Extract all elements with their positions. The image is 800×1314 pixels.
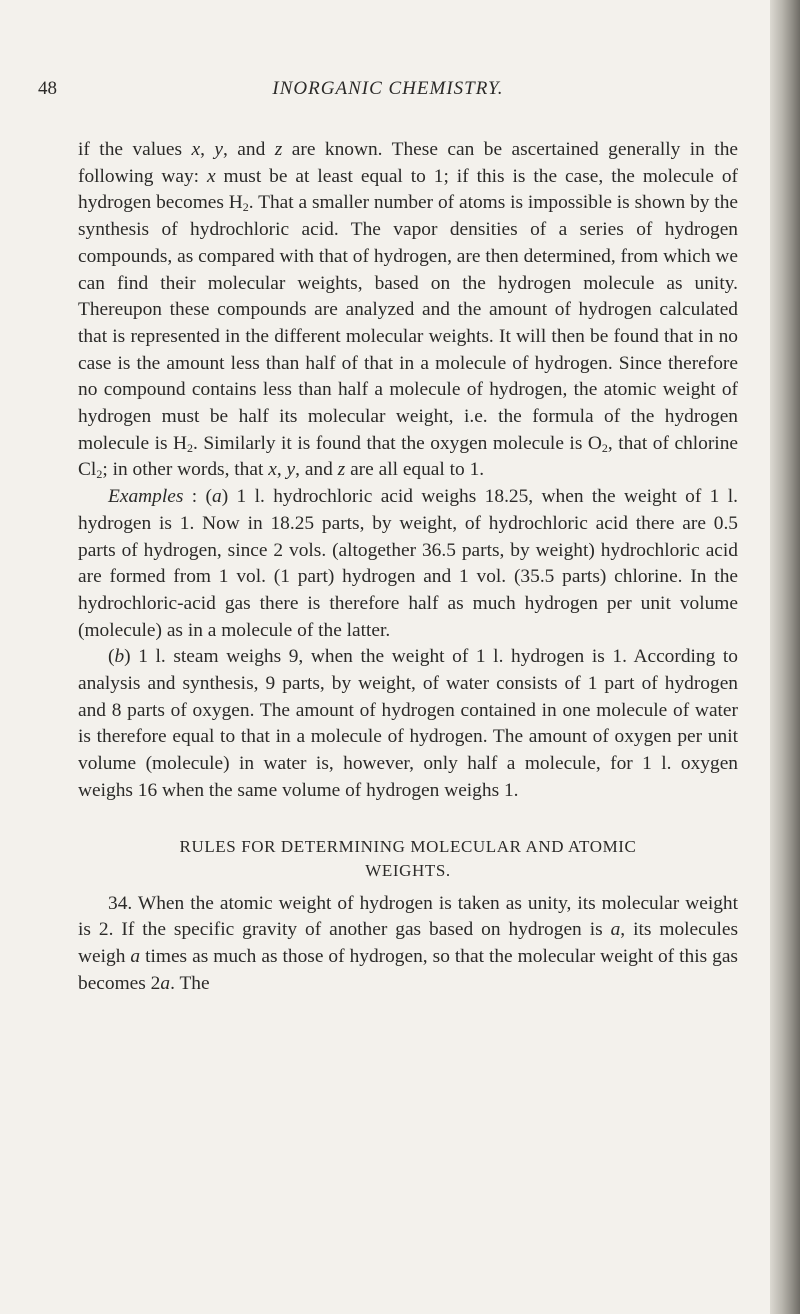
page-header xyxy=(38,78,738,108)
running-title: INORGANIC CHEMISTRY. xyxy=(272,78,504,99)
paragraph-34: 34. When the atomic weight of hydrogen is taken as unity, its molecular weight is 2. If the specific gravity of another gas based on hydrogen is a, its molecules weigh a times as much as those of hydrogen, so that the molecular weight of this gas becomes 2a. The xyxy=(78,892,738,994)
page-edge-shadow xyxy=(770,0,800,1314)
paragraph-examples: Examples : (a) 1 l. hydrochloric acid weighs 18.25, when the weight of 1 l. hydrogen is 1. Now in 18.25 parts, by weight, of hydrochloric acid there are 0.5 parts of hydrogen, since 2 vols. (altogether 36.5 parts, by weight) hydrochloric acid are formed from 1 vol. (1 part) hydrogen and 1 vol. (35.5 parts) chlorine. In the hydrochloric-acid gas there is therefore half as much hydrogen per unit volume (molecule) as in a molecule of the latter. xyxy=(78,486,738,641)
section-heading: RULES FOR DETERMINING MOLECULAR AND ATOMIC WEIGHTS. xyxy=(179,836,637,880)
paragraph-example-b: (b) 1 l. steam weighs 9, when the weight of 1 l. hydrogen is 1. According to analysis and synthesis, 9 parts, by weight, of water consists of 1 part of hydrogen and 8 parts of oxygen. The amount of hydrogen contained in one molecule of water is therefore equal to that in a molecule of hydrogen. The amount of oxygen per unit volume (molecule) in water is, however, only half a molecule, for 1 l. oxygen weighs 16 when the same volume of hydrogen weighs 1. xyxy=(78,646,738,801)
paragraph-continuation: if the values x, y, and z are known. These can be ascertained generally in the following way: x must be at least equal to 1; if this is the case, the molecule of hydrogen becomes $H_2$. That a smaller number of atoms is impossible is shown by the synthesis of hydrochloric acid. The vapor densities of a series of hydrogen compounds, as compared with that of hydrogen, are then determined, from which we can find their molecular weights, based on the hydrogen molecule as unity. Thereupon these compounds are analyzed and the amount of hydrogen calculated that is represented in the different molecular weights. It will then be found that in no case is the amount less than half of that in a molecule of hydrogen. Since therefore no compound contains less than half a molecule of hydrogen, the atomic weight of hydrogen must be half its molecular weight, i.e. the formula of the hydrogen molecule is $H_2$. Similarly it is found that the oxygen molecule is $O_2$, that of chlorine $Cl_2$; in other words, that x, y, and z are all equal to 1. xyxy=(78,139,738,482)
examples-label: Examples xyxy=(108,486,184,508)
page-number: 48 xyxy=(38,78,57,99)
body-text xyxy=(78,137,738,997)
